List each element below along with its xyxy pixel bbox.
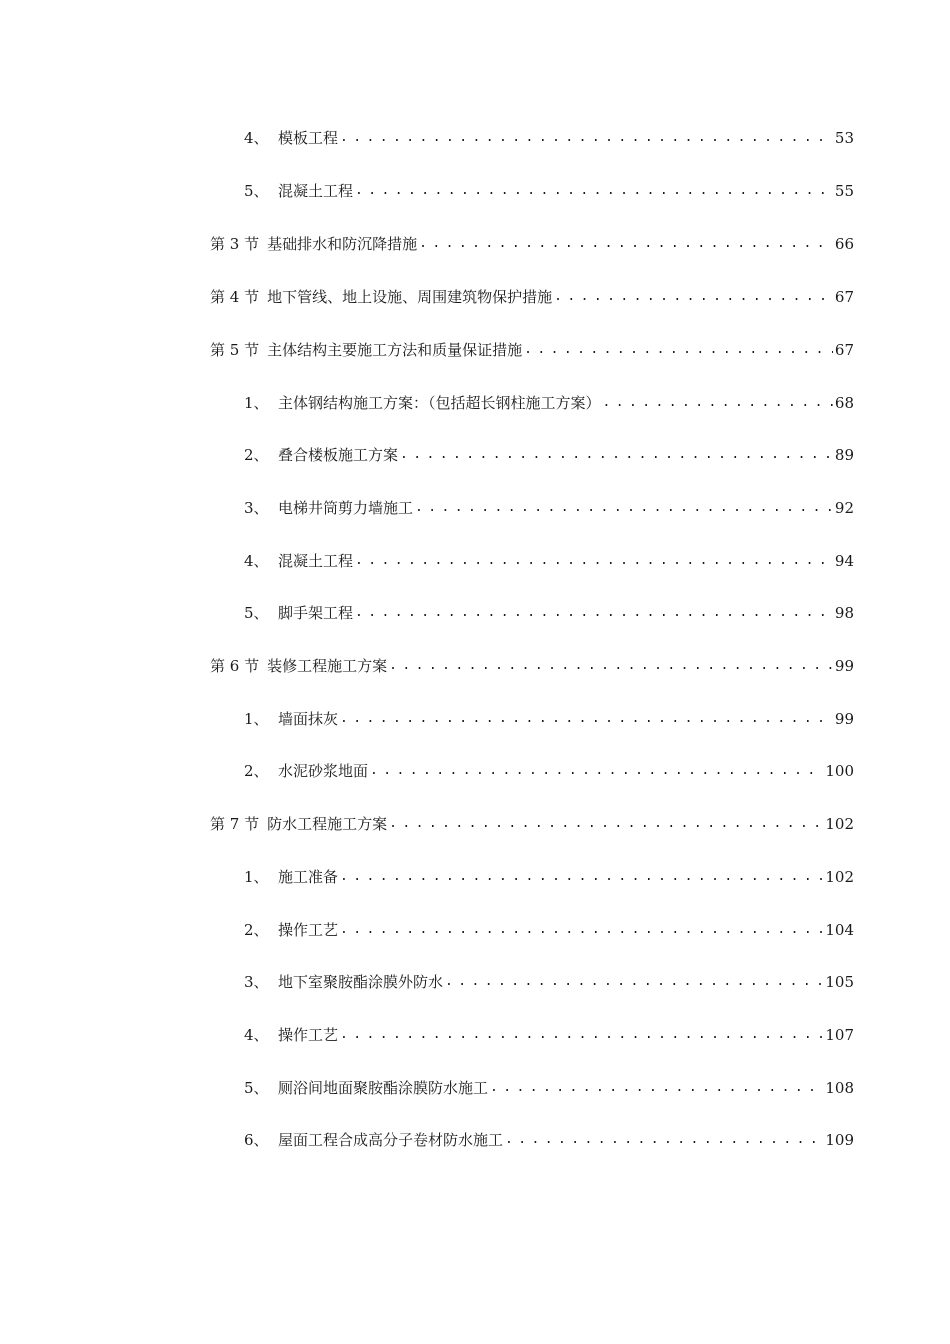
toc-entry-subsection[interactable] xyxy=(244,391,854,415)
toc-dot-leader xyxy=(355,549,833,573)
toc-entry-subsection[interactable] xyxy=(244,179,854,203)
toc-entry-number: 5、 xyxy=(244,604,269,622)
toc-entry-number: 2、 xyxy=(244,921,269,939)
toc-dot-leader xyxy=(389,812,823,836)
toc-page-number: 92 xyxy=(834,499,854,517)
toc-entry-number: 3、 xyxy=(244,973,269,991)
toc-entry-number: 第 4 节 xyxy=(210,288,260,306)
toc-dot-leader xyxy=(415,496,833,520)
toc-entry-number: 第 7 节 xyxy=(210,815,260,833)
toc-dot-leader xyxy=(370,759,823,783)
toc-page-number: 109 xyxy=(825,1131,854,1149)
toc-entry-subsection[interactable] xyxy=(244,1023,854,1047)
toc-entry-number: 1、 xyxy=(244,394,269,412)
toc-entry-title: 操作工艺 xyxy=(278,921,339,939)
toc-dot-leader xyxy=(419,232,833,256)
toc-entry-title: 基础排水和防沉降措施 xyxy=(267,235,418,253)
toc-dot-leader xyxy=(400,443,833,467)
toc-dot-leader xyxy=(524,338,833,362)
toc-entry-subsection[interactable] xyxy=(244,918,854,942)
toc-entry-title: 防水工程施工方案 xyxy=(267,815,388,833)
toc-dot-leader xyxy=(355,601,833,625)
toc-entry-subsection[interactable] xyxy=(244,707,854,731)
toc-entry-number: 第 5 节 xyxy=(210,341,260,359)
toc-dot-leader xyxy=(554,285,833,309)
toc-entry-title: 施工准备 xyxy=(278,868,339,886)
toc-entry-subsection[interactable] xyxy=(244,1076,854,1100)
toc-entry-subsection[interactable] xyxy=(244,759,854,783)
toc-entry-number: 5、 xyxy=(244,1079,269,1097)
toc-page-number: 67 xyxy=(834,341,854,359)
toc-entry-section[interactable] xyxy=(210,338,854,362)
toc-entry-title: 墙面抹灰 xyxy=(278,710,339,728)
toc-dot-leader xyxy=(505,1128,823,1152)
toc-page-number: 105 xyxy=(825,973,854,991)
toc-entry-title: 混凝土工程 xyxy=(278,182,354,200)
toc-entry-number: 2、 xyxy=(244,762,269,780)
toc-page-number: 53 xyxy=(834,129,854,147)
toc-entry-title: 装修工程施工方案 xyxy=(267,657,388,675)
toc-page-number: 94 xyxy=(834,552,854,570)
toc-entry-number: 第 6 节 xyxy=(210,657,260,675)
toc-page-number: 107 xyxy=(825,1026,854,1044)
toc-entry-title: 模板工程 xyxy=(278,129,339,147)
toc-dot-leader xyxy=(389,654,833,678)
toc-page-number: 89 xyxy=(834,446,854,464)
toc-page-number: 67 xyxy=(834,288,854,306)
toc-entry-section[interactable] xyxy=(210,285,854,309)
toc-entry-number: 2、 xyxy=(244,446,269,464)
toc-entry-number: 第 3 节 xyxy=(210,235,260,253)
toc-dot-leader xyxy=(340,1023,823,1047)
toc-entry-subsection[interactable] xyxy=(244,970,854,994)
toc-entry-title: 电梯井筒剪力墙施工 xyxy=(278,499,414,517)
toc-page-number: 104 xyxy=(825,921,854,939)
toc-dot-leader xyxy=(445,970,823,994)
toc-entry-title: 屋面工程合成高分子卷材防水施工 xyxy=(278,1131,504,1149)
toc-entry-number: 5、 xyxy=(244,182,269,200)
toc-entry-subsection[interactable] xyxy=(244,126,854,150)
toc-page-number: 100 xyxy=(825,762,854,780)
toc-entry-section[interactable] xyxy=(210,812,854,836)
toc-page-number: 99 xyxy=(834,710,854,728)
toc-entry-number: 4、 xyxy=(244,1026,269,1044)
toc-entry-subsection[interactable] xyxy=(244,549,854,573)
toc-entry-subsection[interactable] xyxy=(244,443,854,467)
toc-page-number: 102 xyxy=(825,868,854,886)
toc-dot-leader xyxy=(355,179,833,203)
toc-dot-leader xyxy=(340,126,833,150)
toc-entry-title: 水泥砂浆地面 xyxy=(278,762,369,780)
toc-page-number: 98 xyxy=(834,604,854,622)
toc-page-number: 108 xyxy=(825,1079,854,1097)
toc-dot-leader xyxy=(340,865,823,889)
toc-entry-title: 地下室聚胺酯涂膜外防水 xyxy=(278,973,444,991)
toc-entry-subsection[interactable] xyxy=(244,496,854,520)
toc-entry-section[interactable] xyxy=(210,232,854,256)
toc-entry-title: 叠合楼板施工方案 xyxy=(278,446,399,464)
toc-entry-title: 脚手架工程 xyxy=(278,604,354,622)
toc-entry-section[interactable] xyxy=(210,654,854,678)
toc-entry-number: 4、 xyxy=(244,552,269,570)
toc-entry-number: 1、 xyxy=(244,710,269,728)
toc-entry-number: 3、 xyxy=(244,499,269,517)
toc-dot-leader xyxy=(603,391,833,415)
toc-entry-number: 6、 xyxy=(244,1131,269,1149)
toc-dot-leader xyxy=(490,1076,823,1100)
toc-entry-title: 操作工艺 xyxy=(278,1026,339,1044)
toc-dot-leader xyxy=(340,707,833,731)
toc-entry-number: 1、 xyxy=(244,868,269,886)
toc-entry-title: 厕浴间地面聚胺酯涂膜防水施工 xyxy=(278,1079,489,1097)
toc-entry-subsection[interactable] xyxy=(244,601,854,625)
toc-page-number: 55 xyxy=(834,182,854,200)
toc-entry-subsection[interactable] xyxy=(244,865,854,889)
toc-page-number: 99 xyxy=(834,657,854,675)
toc-dot-leader xyxy=(340,918,823,942)
toc-entry-title: 主体结构主要施工方法和质量保证措施 xyxy=(267,341,523,359)
toc-entry-number: 4、 xyxy=(244,129,269,147)
toc-page-number: 66 xyxy=(834,235,854,253)
toc-entry-subsection[interactable] xyxy=(244,1128,854,1152)
toc-entry-title: 主体钢结构施工方案：（包括超长钢柱施工方案） xyxy=(278,394,601,412)
toc-entry-title: 混凝土工程 xyxy=(278,552,354,570)
toc-page-number: 102 xyxy=(825,815,854,833)
toc-page-number: 68 xyxy=(834,394,854,412)
toc-entry-title: 地下管线、地上设施、周围建筑物保护措施 xyxy=(267,288,553,306)
